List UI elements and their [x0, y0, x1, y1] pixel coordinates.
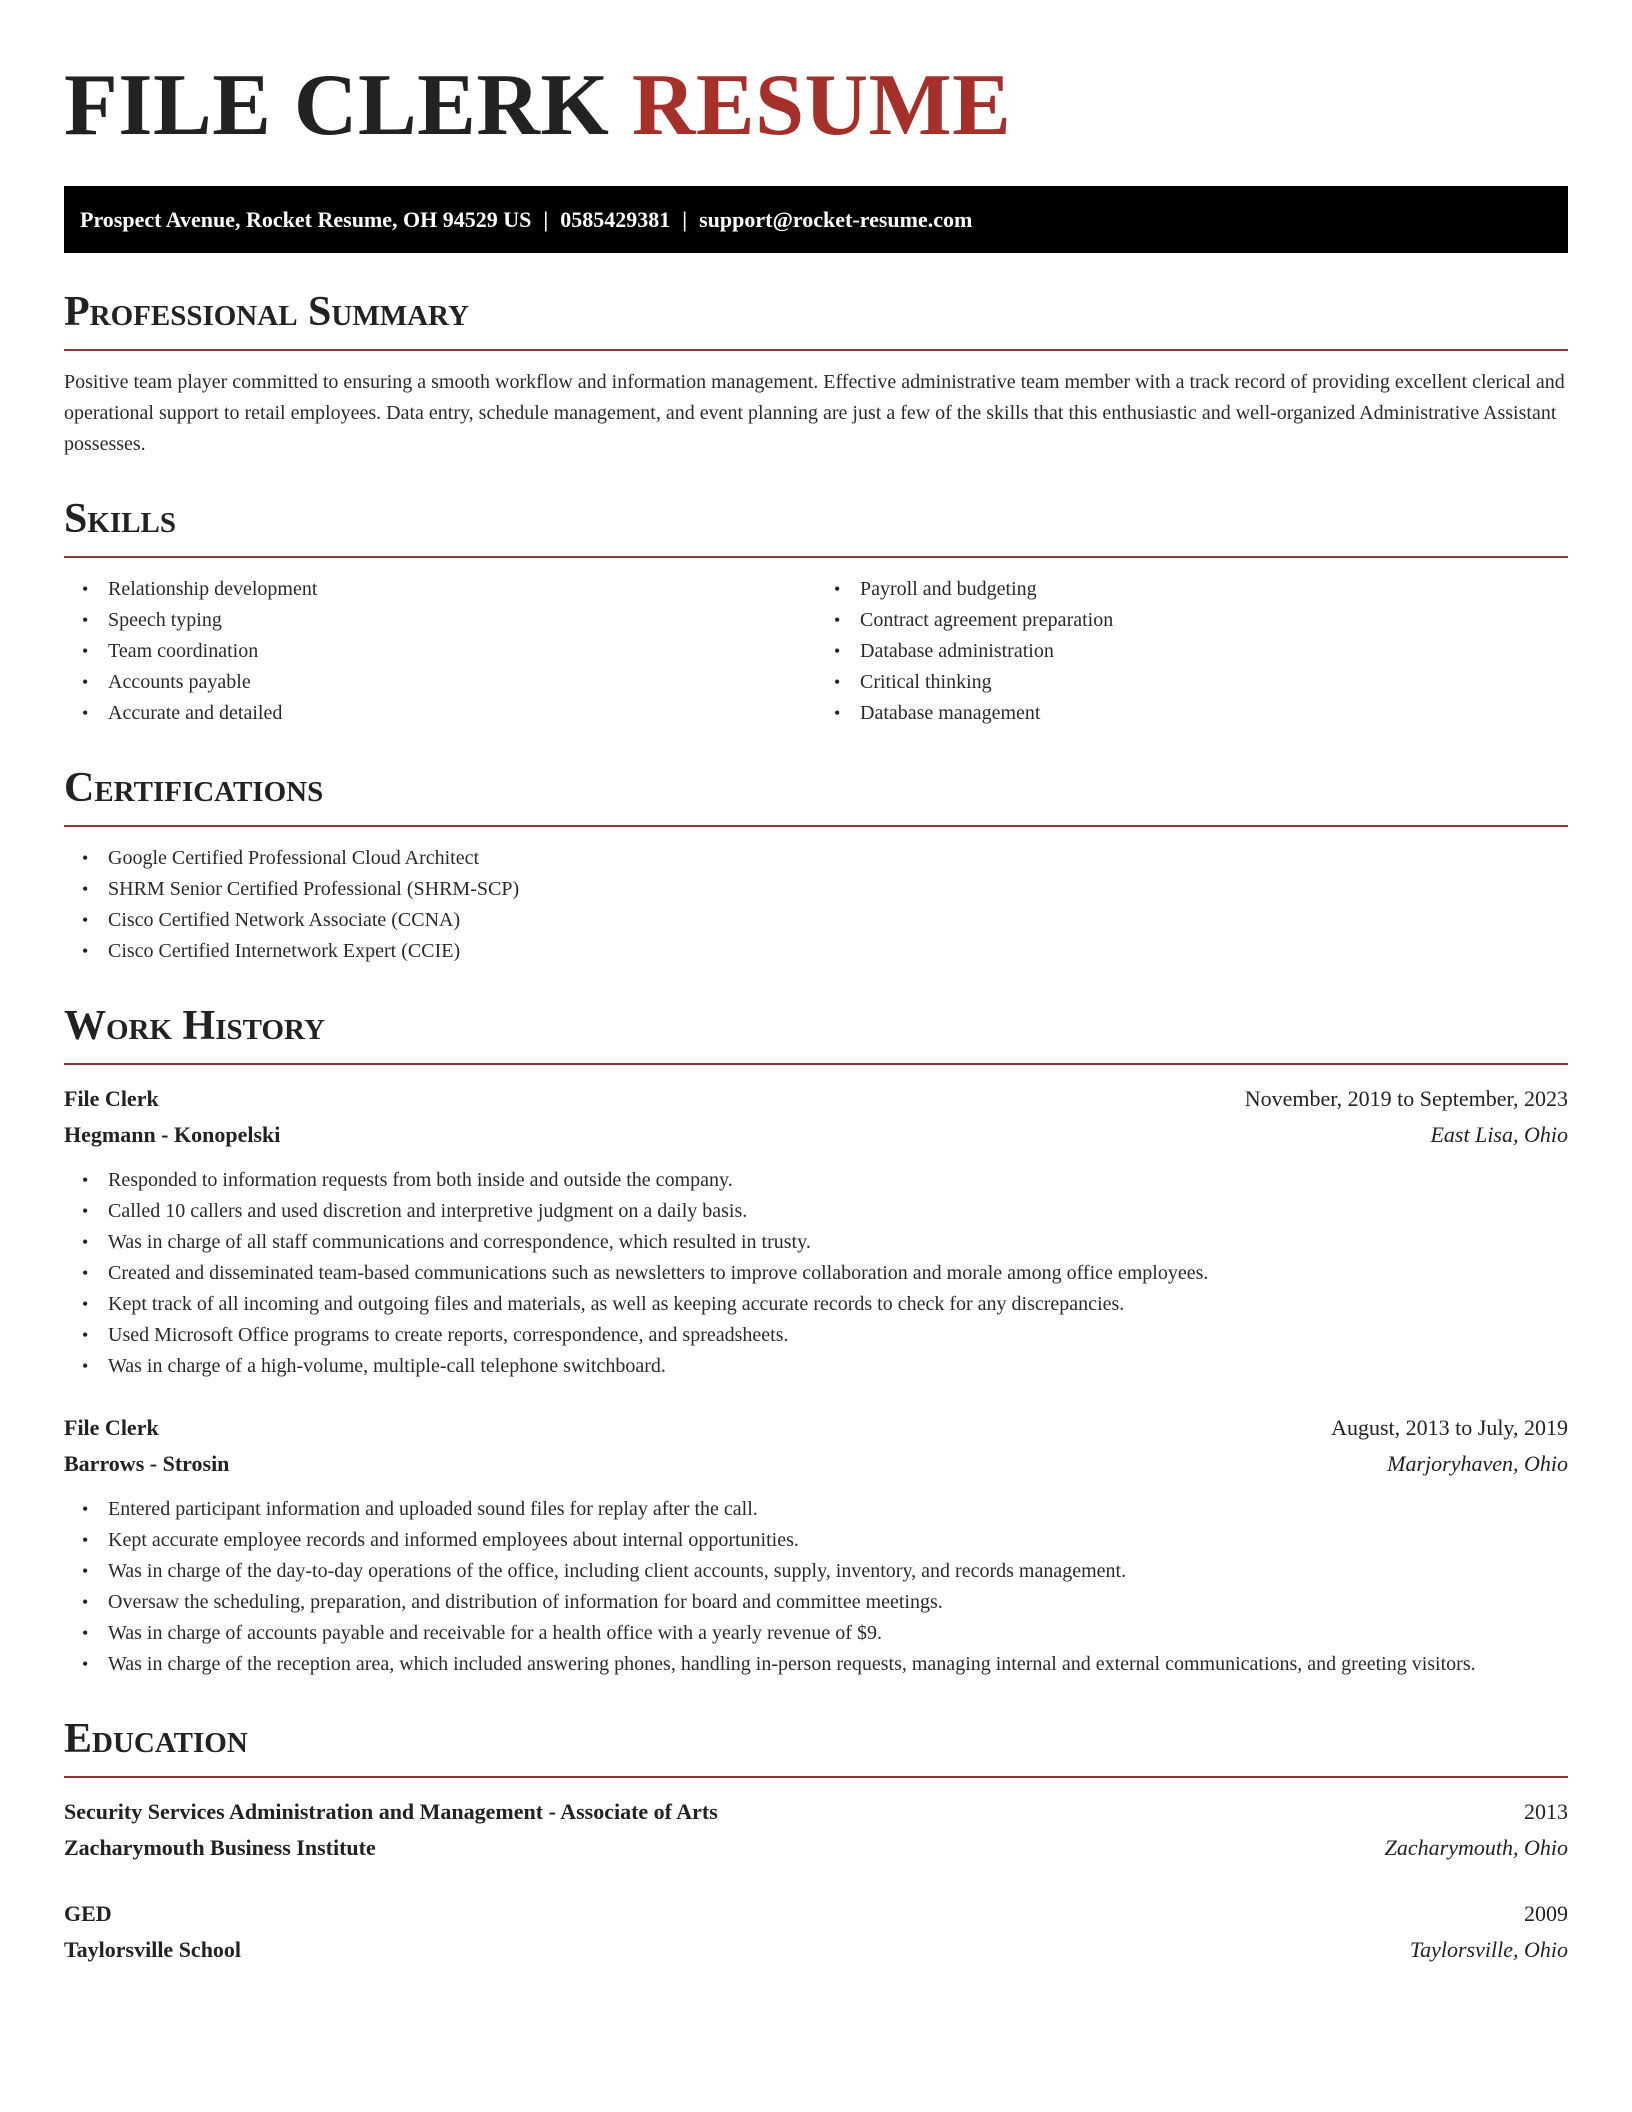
education-entry: [64, 1794, 1568, 1866]
job-company: Barrows - Strosin: [64, 1451, 230, 1476]
job-dates: November, 2019 to September, 2023: [1244, 1086, 1568, 1111]
duty-item: • Was in charge of all staff communications and correspondence, which resulted in trusty.: [108, 1227, 1568, 1258]
duty-item: • Responded to information requests from both inside and outside the company.: [108, 1165, 1568, 1196]
certification-item: • Cisco Certified Network Associate (CCNA): [108, 905, 1568, 936]
section-heading: Work History: [64, 1005, 1568, 1065]
duty-item: • Entered participant information and uploaded sound files for replay after the call.: [108, 1494, 1568, 1525]
contact-separator: |: [682, 207, 688, 232]
duty-item: • Kept accurate employee records and informed employees about internal opportunities.: [108, 1525, 1568, 1556]
duty-item: • Oversaw the scheduling, preparation, and distribution of information for board and committee meetings.: [108, 1587, 1568, 1618]
duty-item: • Kept track of all incoming and outgoing files and materials, as well as keeping accurate records to check for any discrepancies.: [108, 1289, 1568, 1320]
section-heading: Education: [64, 1718, 1568, 1778]
duty-item: • Called 10 callers and used discretion and interpretive judgment on a daily basis.: [108, 1196, 1568, 1227]
education-school: Zacharymouth Business Institute: [64, 1835, 376, 1860]
title-main: FILE CLERK: [64, 57, 610, 154]
skill-item: • Contract agreement preparation: [860, 605, 1568, 636]
job-location: Marjoryhaven, Ohio: [1387, 1451, 1568, 1476]
section-heading: Professional Summary: [64, 291, 1568, 351]
skill-item: • Database administration: [860, 636, 1568, 667]
certification-item: • SHRM Senior Certified Professional (SHRM-SCP): [108, 874, 1568, 905]
job-company: Hegmann - Konopelski: [64, 1122, 281, 1147]
certifications-section: [64, 767, 1568, 967]
job-duties: [64, 1165, 1568, 1382]
section-heading: Skills: [64, 498, 1568, 558]
certification-item: • Cisco Certified Internetwork Expert (CCIE): [108, 936, 1568, 967]
duty-item: • Was in charge of the reception area, which included answering phones, handling in-person requests, managing internal and external communications, and greeting visitors.: [108, 1649, 1568, 1680]
section-heading: Certifications: [64, 767, 1568, 827]
education-year: 2013: [1524, 1799, 1568, 1824]
education-degree: Security Services Administration and Management - Associate of Arts: [64, 1799, 718, 1824]
education-location: Zacharymouth, Ohio: [1384, 1835, 1568, 1860]
contact-separator: |: [543, 207, 549, 232]
summary-section: [64, 291, 1568, 460]
duty-item: • Was in charge of the day-to-day operations of the office, including client accounts, supply, inventory, and records management.: [108, 1556, 1568, 1587]
job-title: File Clerk: [64, 1415, 159, 1440]
summary-text: Positive team player committed to ensuring a smooth workflow and information management. Effective administrative team member with a track record of providing excellent clerical and operational support to retail employees. Data entry, schedule management, and event planning are just a few of the skills that this enthusiastic and well-organized Administrative Assistant possesses.: [64, 371, 1565, 455]
education-location: Taylorsville, Ohio: [1409, 1937, 1568, 1962]
duty-item: • Used Microsoft Office programs to create reports, correspondence, and spreadsheets.: [108, 1320, 1568, 1351]
certifications-list: [64, 843, 1568, 967]
job-location: East Lisa, Ohio: [1430, 1122, 1568, 1147]
education-year: 2009: [1524, 1901, 1568, 1926]
skill-item: • Team coordination: [108, 636, 816, 667]
title-accent: RESUME: [631, 57, 1012, 154]
contact-bar: [64, 186, 1568, 253]
skill-item: • Accounts payable: [108, 667, 816, 698]
skill-item: • Speech typing: [108, 605, 816, 636]
duty-item: • Was in charge of a high-volume, multiple-call telephone switchboard.: [108, 1351, 1568, 1382]
education-entry: [64, 1896, 1568, 1968]
resume-title: [64, 57, 1568, 154]
contact-address: Prospect Avenue, Rocket Resume, OH 94529 US: [80, 207, 532, 232]
duty-item: • Was in charge of accounts payable and receivable for a health office with a yearly revenue of $9.: [108, 1618, 1568, 1649]
education-degree: GED: [64, 1901, 112, 1926]
contact-phone: 0585429381: [560, 207, 671, 232]
job-title: File Clerk: [64, 1086, 159, 1111]
education-section: [64, 1718, 1568, 1968]
contact-email: support@rocket-resume.com: [699, 207, 973, 232]
job-entry: [64, 1081, 1568, 1382]
job-entry: [64, 1410, 1568, 1680]
skill-item: • Critical thinking: [860, 667, 1568, 698]
skill-item: • Accurate and detailed: [108, 698, 816, 729]
job-duties: [64, 1494, 1568, 1680]
education-school: Taylorsville School: [64, 1937, 242, 1962]
skills-list-right: [816, 574, 1568, 729]
skill-item: • Payroll and budgeting: [860, 574, 1568, 605]
certification-item: • Google Certified Professional Cloud Architect: [108, 843, 1568, 874]
work-history-section: [64, 1005, 1568, 1680]
skills-section: [64, 498, 1568, 729]
duty-item: • Created and disseminated team-based communications such as newsletters to improve collaboration and morale among office employees.: [108, 1258, 1568, 1289]
skill-item: • Relationship development: [108, 574, 816, 605]
skills-list-left: [64, 574, 816, 729]
job-dates: August, 2013 to July, 2019: [1331, 1415, 1568, 1440]
skill-item: • Database management: [860, 698, 1568, 729]
